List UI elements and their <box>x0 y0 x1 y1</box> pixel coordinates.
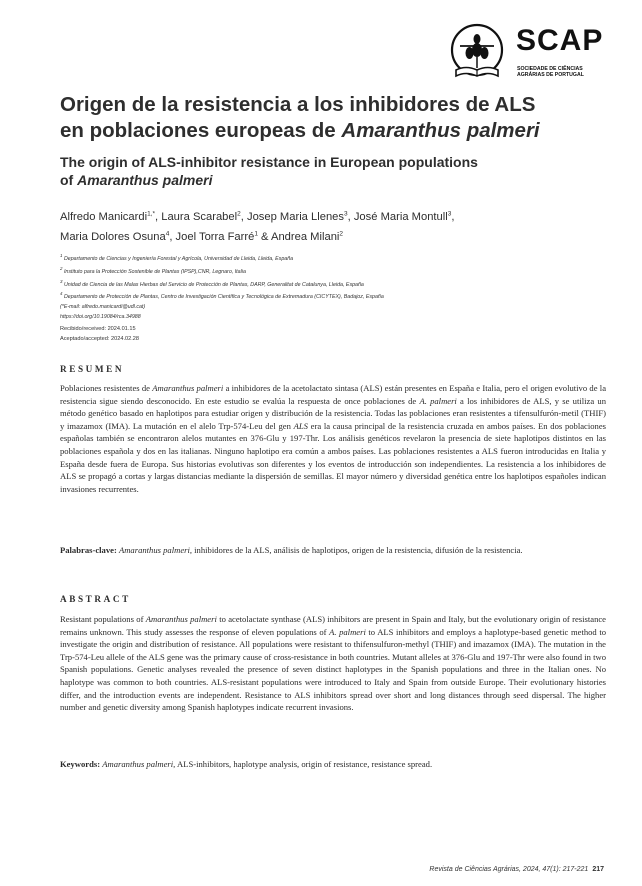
doi-link[interactable]: https://doi.org/10.19084/rca.34988 <box>60 314 141 321</box>
title-en-species: Amaranthus palmeri <box>77 172 213 188</box>
email: (*E-mail: alfredo.manicardi@udl.cat) <box>60 304 146 311</box>
affiliation: $^4$ Departamento de Protección de Plantas, Centro de Investigación Científica y Tecnológica de Extremadura (CICYTEX), Badajoz, España <box>60 291 384 301</box>
affiliation: $^1$ Departamento de Ciencias y Ingeniería Forestal y Agrícola, Universidad de Lleida, Lleida, España <box>60 253 294 262</box>
resumen-heading: RESUMEN <box>60 364 125 374</box>
abstract-body: Resistant populations of Amaranthus palmeri to acetolactate synthase (ALS) inhibitors are present in Spain and Italy, but the evolutionary origin of resistance remains unknown. This study assesses the response of eleven populations of A. palmeri to ALS inhibitors and employs a haplotype-based genetic method to investigate the origin and distribution of resistance. All populations were resistant to thifensulfuron-methyl (THIF) and imazamox (IMA). The mutation in the Trp-574-Leu allele of the ALS gene was the primary cause of cross-resistance in both countries. Mutant alleles at 376-Glu and 197-Thr were also found in two Spanish populations. Genetic analyses revealed the presence of seven distinct haplotypes in the Spanish populations and three in the Italian ones. No haplotype was common to both countries. ALS-resistant populations were introduced to Italy and Spain from outside Europe. Their evolutionary histories differ, and the introduction events are independent. Resistance to ALS inhibitors spread over short and long distances through seed dispersal. The higher number and genetic diversity among Spanish haplotypes indicate recurrent invasions. <box>60 614 607 713</box>
page-footer <box>429 866 604 873</box>
affiliation: $^2$ Instituto para la Protección Sostenible de Plantas (IPSP),CNR, Legnaro, Italia <box>60 265 246 275</box>
scap-logo <box>442 22 612 84</box>
author: Laura Scarabel$^2$, <box>161 210 247 223</box>
author: Alfredo Manicardi$^{1,*}$, <box>60 210 162 223</box>
affiliation: $^3$ Unidad de Ciencia de las Malas Hierbas del Servicio de Protección de Plantas, DARP, Generalitat de Catalunya, Lleida, España <box>60 278 364 288</box>
logo-subtitle <box>517 66 597 78</box>
title-es-line1: Origen de la resistencia a los inhibidores de ALS <box>60 93 536 116</box>
title-english <box>60 153 600 189</box>
page-number: 217 <box>592 866 604 873</box>
title-es-species: Amaranthus palmeri <box>341 119 540 142</box>
logo-sub-line2: AGRÁRIAS DE PORTUGAL <box>517 72 584 78</box>
title-es-line2: en poblaciones europeas de <box>60 119 342 142</box>
author: Joel Torra Farré$^1$ & <box>175 230 271 244</box>
logo-name: SCAP <box>516 24 604 57</box>
logo-sub-line1: SOCIEDADE DE CIÊNCIAS <box>517 66 583 72</box>
abstract-heading: ABSTRACT <box>60 594 131 604</box>
title-en-line1: The origin of ALS-inhibitor resistance in European populations <box>60 154 478 170</box>
resumen-keywords: Palabras-clave: Amaranthus palmeri, inhibidores de la ALS, análisis de haplotipos, origen de la resistencia, difusión de la resistencia. <box>60 545 523 555</box>
author: Josep Maria Llenes$^3$, <box>246 210 354 223</box>
author: Andrea Milani$^2$ <box>271 230 344 244</box>
affiliations <box>60 251 600 322</box>
author: José Maria Montull$^3$, <box>353 210 455 223</box>
title-en-line2: of <box>60 172 78 188</box>
resumen-body: Poblaciones resistentes de Amaranthus palmeri a inhibidores de la acetolactato sintasa (ALS) están presentes en España e Italia, pero el origen evolutivo de la resistencia sigue siendo desconocido. En este estudio se evalúa la respuesta de once poblaciones de A. palmeri a los inhibidores de ALS, y se utiliza un método genético basado en haplotipos para estudiar origen y distribución de la resistencia. Todas las poblaciones eran resistentes a tifensulfurón-metil (THIF) y imazamox (IMA). La mutación en el alelo Trp-574-Leu del gen ALS era la causa principal de la resistencia cruzada en ambos países. En dos poblaciones españolas también se encontraron alelos mutantes en 376-Glu y 197-Thr. Los análisis genéticos revelaron la presencia de siete haplotipos distintos en las poblaciones española y dos en las italianas. Ninguno haplotipo era común a ambos países. Las poblaciones resistentes a ALS fueron introducidas en Italia y España desde fuera de Europa. Sus historias evolutivas son diferentes y los eventos de introducción son independientes. La resistencia a los inhibidores de ALS se propagó a cortas y largas distancias mediante la dispersión de semillas. El mayor número y diversidad genética entre los haplotipos españoles indican invasiones recurrentes. <box>60 383 607 494</box>
wheat-book-emblem-icon <box>442 22 512 84</box>
author: Maria Dolores Osuna$^4$, <box>60 230 176 244</box>
journal-citation: Revista de Ciências Agrárias, 2024, 47(1): 217-221 <box>429 866 589 873</box>
abstract-keywords: Keywords: Amaranthus palmeri, ALS-inhibitors, haplotype analysis, origin of resistance, resistance spread. <box>60 759 433 769</box>
title-spanish <box>60 92 600 144</box>
author-list <box>60 205 600 246</box>
accepted-date: Aceptado/accepted: 2024.02.28 <box>60 336 139 342</box>
received-accepted-dates <box>60 324 139 344</box>
received-date: Recibido/received: 2024.01.15 <box>60 326 136 332</box>
